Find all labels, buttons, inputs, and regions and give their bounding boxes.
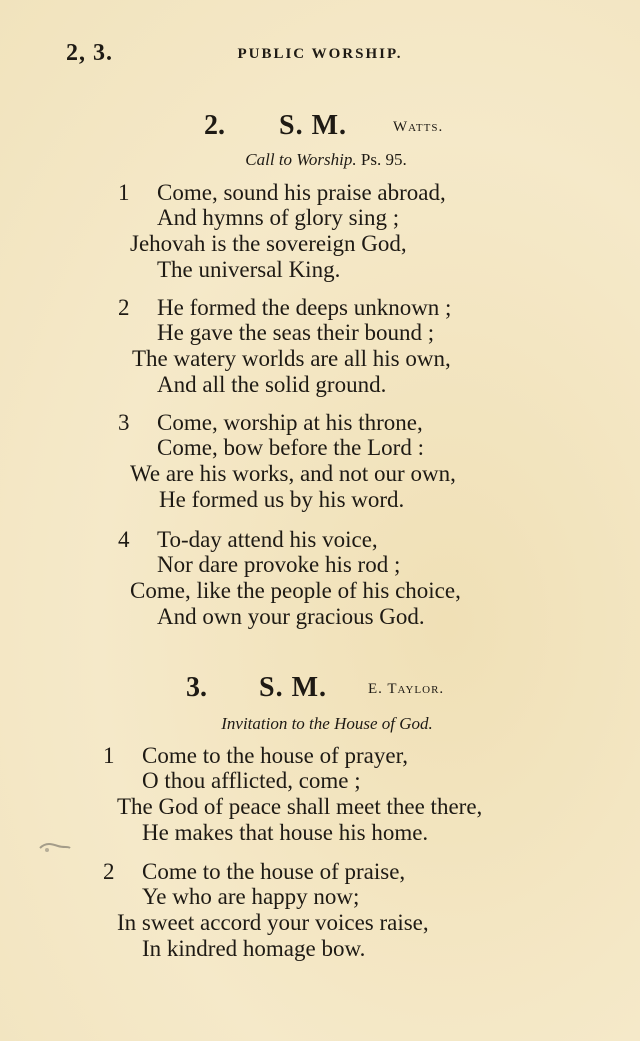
verse-line: Come to the house of prayer, [142, 743, 409, 768]
hymn-meter: S. M. [279, 110, 347, 141]
page-number: 2, 3. [66, 40, 113, 66]
stanza-number: 3 [118, 410, 130, 435]
verse-line: The universal King. [157, 257, 341, 282]
subtitle-text: Call to Worship. [245, 150, 357, 169]
hymn-author: E. Taylor. [368, 681, 445, 697]
hymn-author: Watts. [393, 119, 444, 135]
verse-line: O thou afflicted, come ; [142, 768, 361, 793]
hymn-subtitle [6, 150, 640, 170]
hymn-meter: S. M. [259, 672, 327, 703]
verse-line: He formed the deeps unknown ; [157, 295, 452, 320]
hymn-number: 2. [204, 110, 225, 141]
verse-line: He formed us by his word. [159, 487, 405, 512]
ink-smudge [38, 838, 72, 856]
verse-line: In sweet accord your voices raise, [117, 910, 429, 935]
hymn-number: 3. [186, 672, 207, 703]
hymn-heading [0, 672, 640, 712]
verse-line: He gave the seas their bound ; [157, 320, 435, 345]
subtitle-text: Invitation to the House of God. [221, 714, 433, 733]
verse-line: Come, like the people of his choice, [130, 578, 461, 603]
verse-line: And hymns of glory sing ; [157, 205, 400, 230]
verse-line: And own your gracious God. [157, 604, 425, 629]
verse-line: He makes that house his home. [142, 820, 429, 845]
hymn-heading [0, 110, 640, 150]
scripture-reference: Ps. 95. [360, 150, 407, 169]
stanza-number: 2 [118, 295, 130, 320]
verse-line: Come, sound his praise abroad, [157, 180, 446, 205]
stanza-number: 1 [103, 743, 115, 768]
verse-line: Come to the house of praise, [142, 859, 406, 884]
stanza-number: 2 [103, 859, 115, 884]
verse-line: Ye who are happy now; [142, 884, 360, 909]
verse-line: Come, worship at his throne, [157, 410, 423, 435]
section-title: PUBLIC WORSHIP. [237, 46, 403, 62]
verse-line: In kindred homage bow. [142, 936, 366, 961]
verse-line: Come, bow before the Lord : [157, 435, 424, 460]
verse-line: Nor dare provoke his rod ; [157, 552, 401, 577]
verse-line: To-day attend his voice, [157, 527, 378, 552]
verse-line: Jehovah is the sovereign God, [130, 231, 407, 256]
running-head [0, 40, 640, 70]
verse-line: The watery worlds are all his own, [132, 346, 451, 371]
verse-line: And all the solid ground. [157, 372, 387, 397]
hymn-subtitle [7, 714, 640, 734]
stanza-number: 4 [118, 527, 130, 552]
verse-line: We are his works, and not our own, [130, 461, 456, 486]
stanza-number: 1 [118, 180, 130, 205]
verse-line: The God of peace shall meet thee there, [117, 794, 483, 819]
